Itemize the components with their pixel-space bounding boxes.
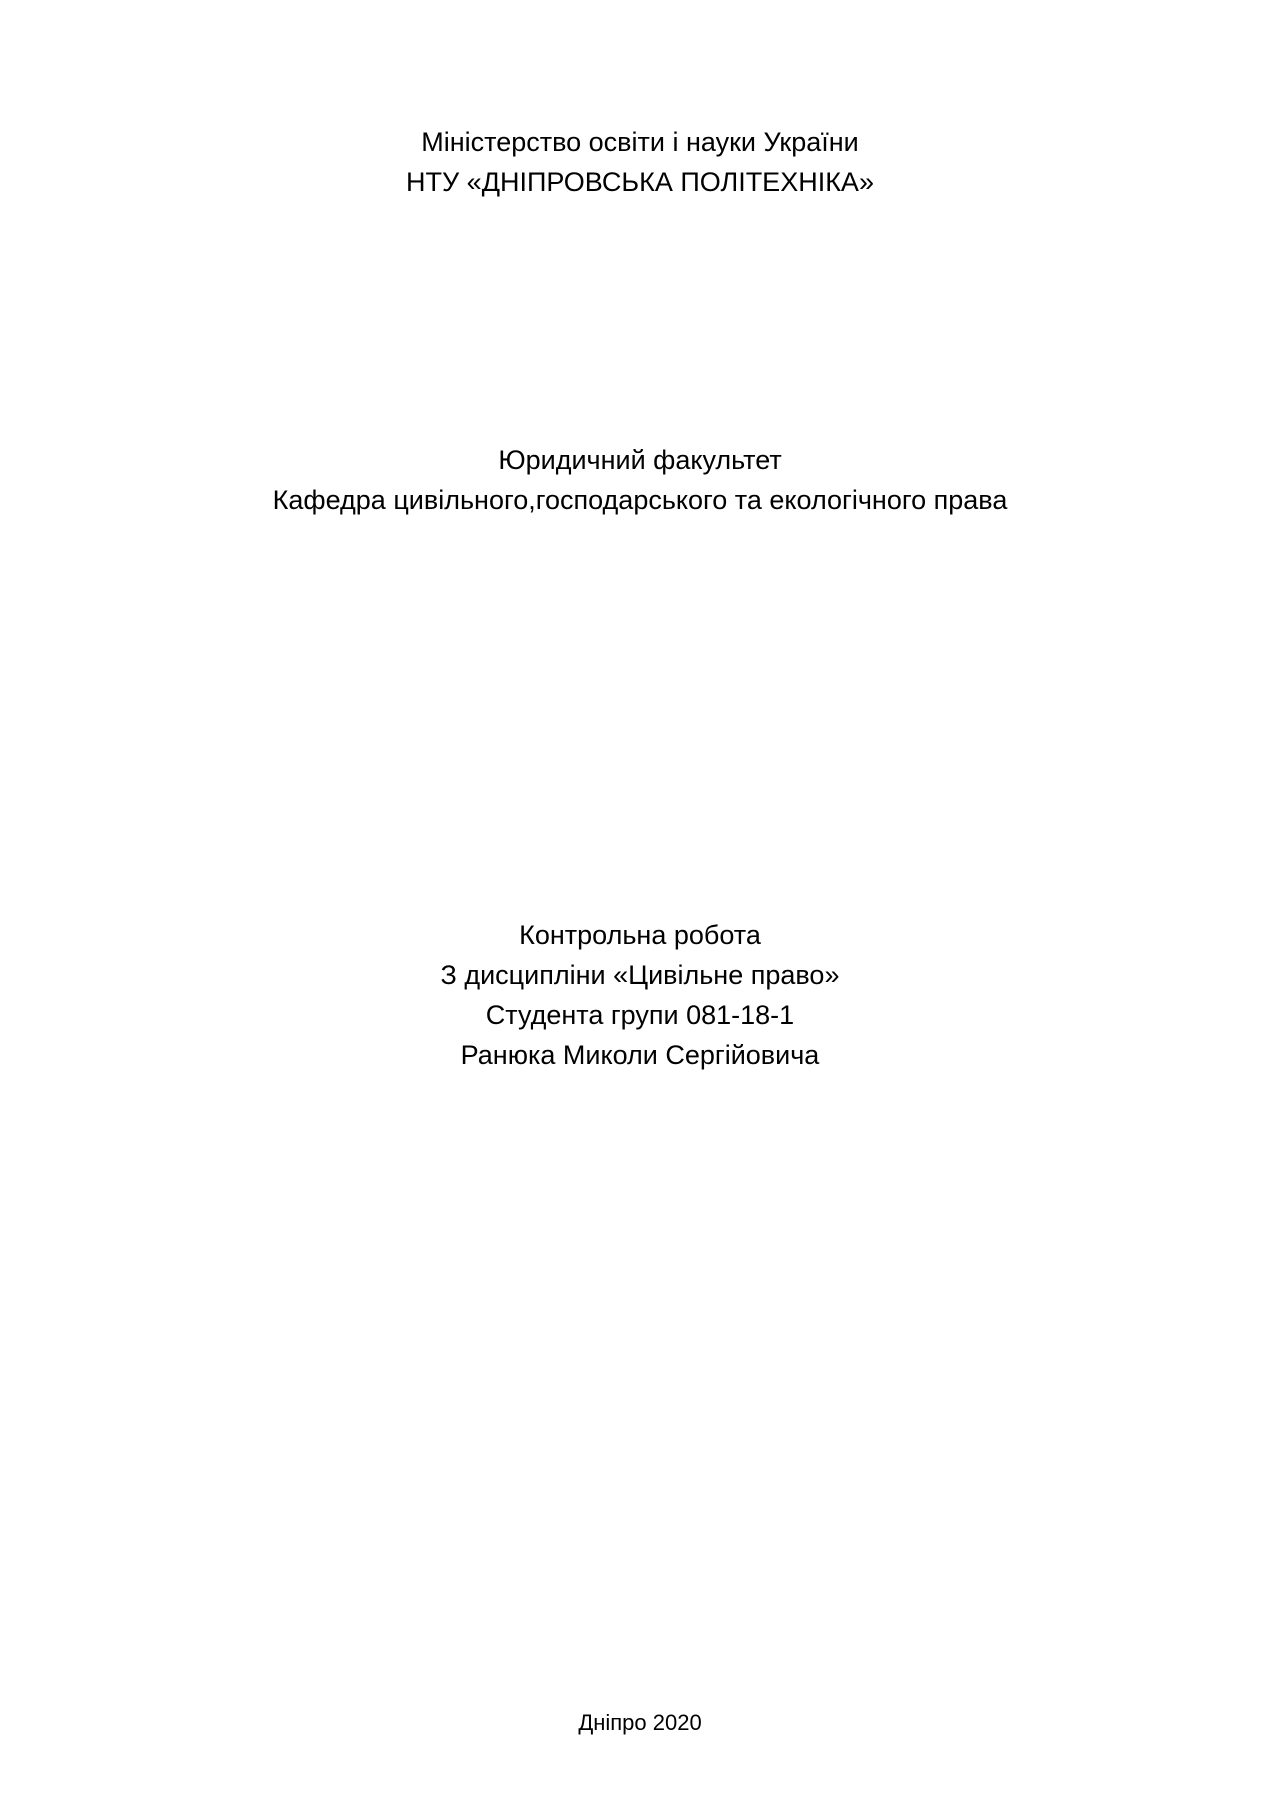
- city-year: Дніпро 2020: [578, 1710, 702, 1735]
- discipline: З дисципліни «Цивільне право»: [440, 960, 840, 990]
- faculty-name: Юридичний факультет: [498, 445, 782, 475]
- footer-block: [0, 1707, 1280, 1739]
- title-header: [0, 122, 1280, 202]
- student-name: Ранюка Миколи Сергійовича: [460, 1040, 820, 1070]
- work-type: Контрольна робота: [519, 920, 761, 950]
- ministry-name: Міністерство освіти і науки України: [421, 127, 859, 157]
- department-block: [0, 440, 1280, 520]
- university-name: НТУ «ДНІПРОВСЬКА ПОЛІТЕХНІКА»: [406, 167, 874, 197]
- student-group: Студента групи 081-18-1: [485, 1000, 795, 1030]
- chair-name: Кафедра цивільного,господарського та екологічного права: [272, 485, 1008, 515]
- work-info-block: [0, 915, 1280, 1075]
